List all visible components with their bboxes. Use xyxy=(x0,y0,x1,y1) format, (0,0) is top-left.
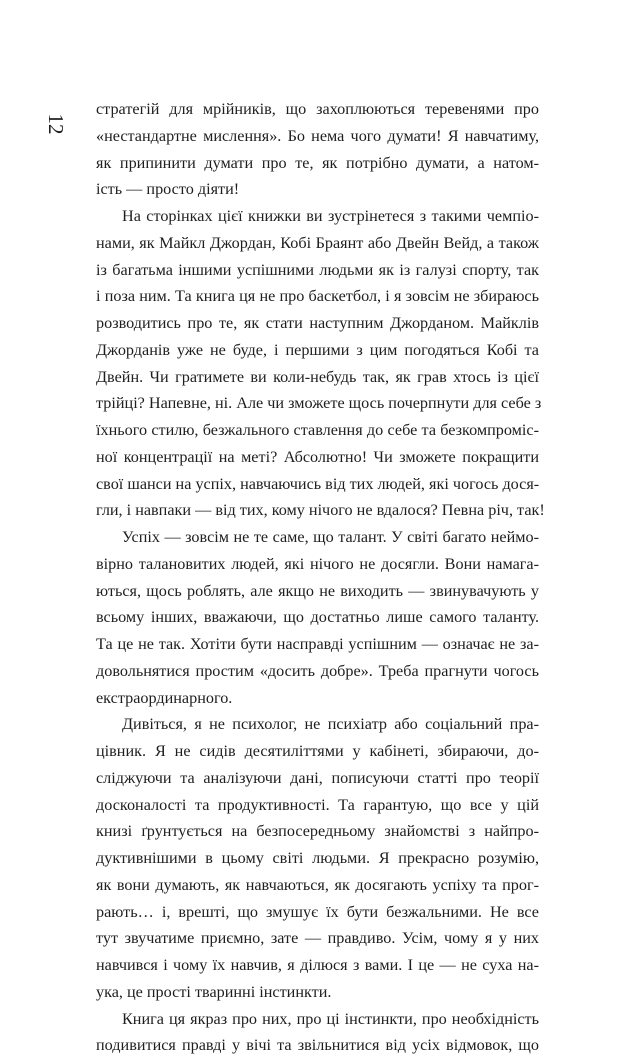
text-line: із багатьма іншими успішними людьми як із галузі спорту, так xyxy=(96,257,539,284)
text-line: як вони думають, як навчаються, як досягають успіху та прог- xyxy=(96,872,539,899)
text-line: і поза ним. Та книга ця не про баскетбол, і я зовсім не збираюсь xyxy=(96,283,539,310)
text-line: гли, і навпаки — від тих, кому нічого не вдалося? Певна річ, так! xyxy=(96,497,539,524)
text-line: Книга ця якраз про них, про ці інстинкти, про необхідність xyxy=(96,1006,539,1033)
text-line: подивитися правді у вічі та звільнитися від усіх відмовок, що xyxy=(96,1032,539,1059)
text-line: Дивіться, я не психолог, не психіатр або соціальний пра- xyxy=(96,711,539,738)
text-line: «нестандартне мислення». Бо нема чого думати! Я навчатиму, xyxy=(96,123,539,150)
text-line: ість — просто діяти! xyxy=(96,176,539,203)
text-line: довольнятися простим «досить добре». Треба прагнути чогось xyxy=(96,658,539,685)
text-line: досконалості та продуктивності. Та гарантую, що все у цій xyxy=(96,792,539,819)
text-line: ної концентрації на меті? Абсолютно! Чи зможете покращити xyxy=(96,444,539,471)
text-line: навчився і чому їх навчив, я ділюся з вами. І це — не суха на- xyxy=(96,952,539,979)
text-line: всьому інших, вважаючи, що достатньо лише самого таланту. xyxy=(96,604,539,631)
text-line: трійці? Напевне, ні. Але чи зможете щось почерпнути для себе з xyxy=(96,390,539,417)
paragraph xyxy=(96,524,539,711)
text-line: рають… і, врешті, що змушує їх бути безжальними. Не все xyxy=(96,899,539,926)
text-line: тут звучатиме приємно, зате — правдиво. Усім, чому я у них xyxy=(96,925,539,952)
text-line: стратегій для мрійників, що захоплюються теревенями про xyxy=(96,96,539,123)
text-line: нами, як Майкл Джордан, Кобі Браянт або Двейн Вейд, а також xyxy=(96,230,539,257)
text-line: Успіх — зовсім не те саме, що талант. У світі багато неймо- xyxy=(96,524,539,551)
body-text xyxy=(96,96,539,1059)
text-line: вірно талановитих людей, які нічого не досягли. Вони намага- xyxy=(96,551,539,578)
paragraph xyxy=(96,1006,539,1059)
text-line: сліджуючи та аналізуючи дані, пописуючи статті про теорії xyxy=(96,765,539,792)
text-line: На сторінках цієї книжки ви зустрінетеся з такими чемпіо- xyxy=(96,203,539,230)
paragraph xyxy=(96,711,539,1005)
text-line: Двейн. Чи гратимете ви коли-небудь так, як грав хтось із цієї xyxy=(96,364,539,391)
text-line: їхнього стилю, безжального ставлення до себе та безкомпроміс- xyxy=(96,417,539,444)
paragraph xyxy=(96,203,539,524)
text-line: ука, це прості тваринні інстинкти. xyxy=(96,979,539,1006)
text-line: розводитись про те, як стати наступним Джорданом. Майклів xyxy=(96,310,539,337)
text-line: ються, щось роблять, але якщо не виходить — звинувачують у xyxy=(96,578,539,605)
text-line: свої шанси на успіх, навчаючись від тих людей, які чогось дося- xyxy=(96,471,539,498)
paragraph xyxy=(96,96,539,203)
page-number: 12 xyxy=(36,104,76,144)
text-line: Та це не так. Хотіти бути насправді успішним — означає не за- xyxy=(96,631,539,658)
text-line: Джорданів уже не буде, і першими з цим погодяться Кобі та xyxy=(96,337,539,364)
text-line: як припинити думати про те, як потрібно думати, а натом- xyxy=(96,150,539,177)
text-line: книзі ґрунтується на безпосередньому знайомстві з найпро- xyxy=(96,818,539,845)
text-line: цівник. Я не сидів десятиліттями у кабінеті, збираючи, до- xyxy=(96,738,539,765)
text-line: екстраординарного. xyxy=(96,685,539,712)
text-line: дуктивнішими в цьому світі людьми. Я прекрасно розумію, xyxy=(96,845,539,872)
